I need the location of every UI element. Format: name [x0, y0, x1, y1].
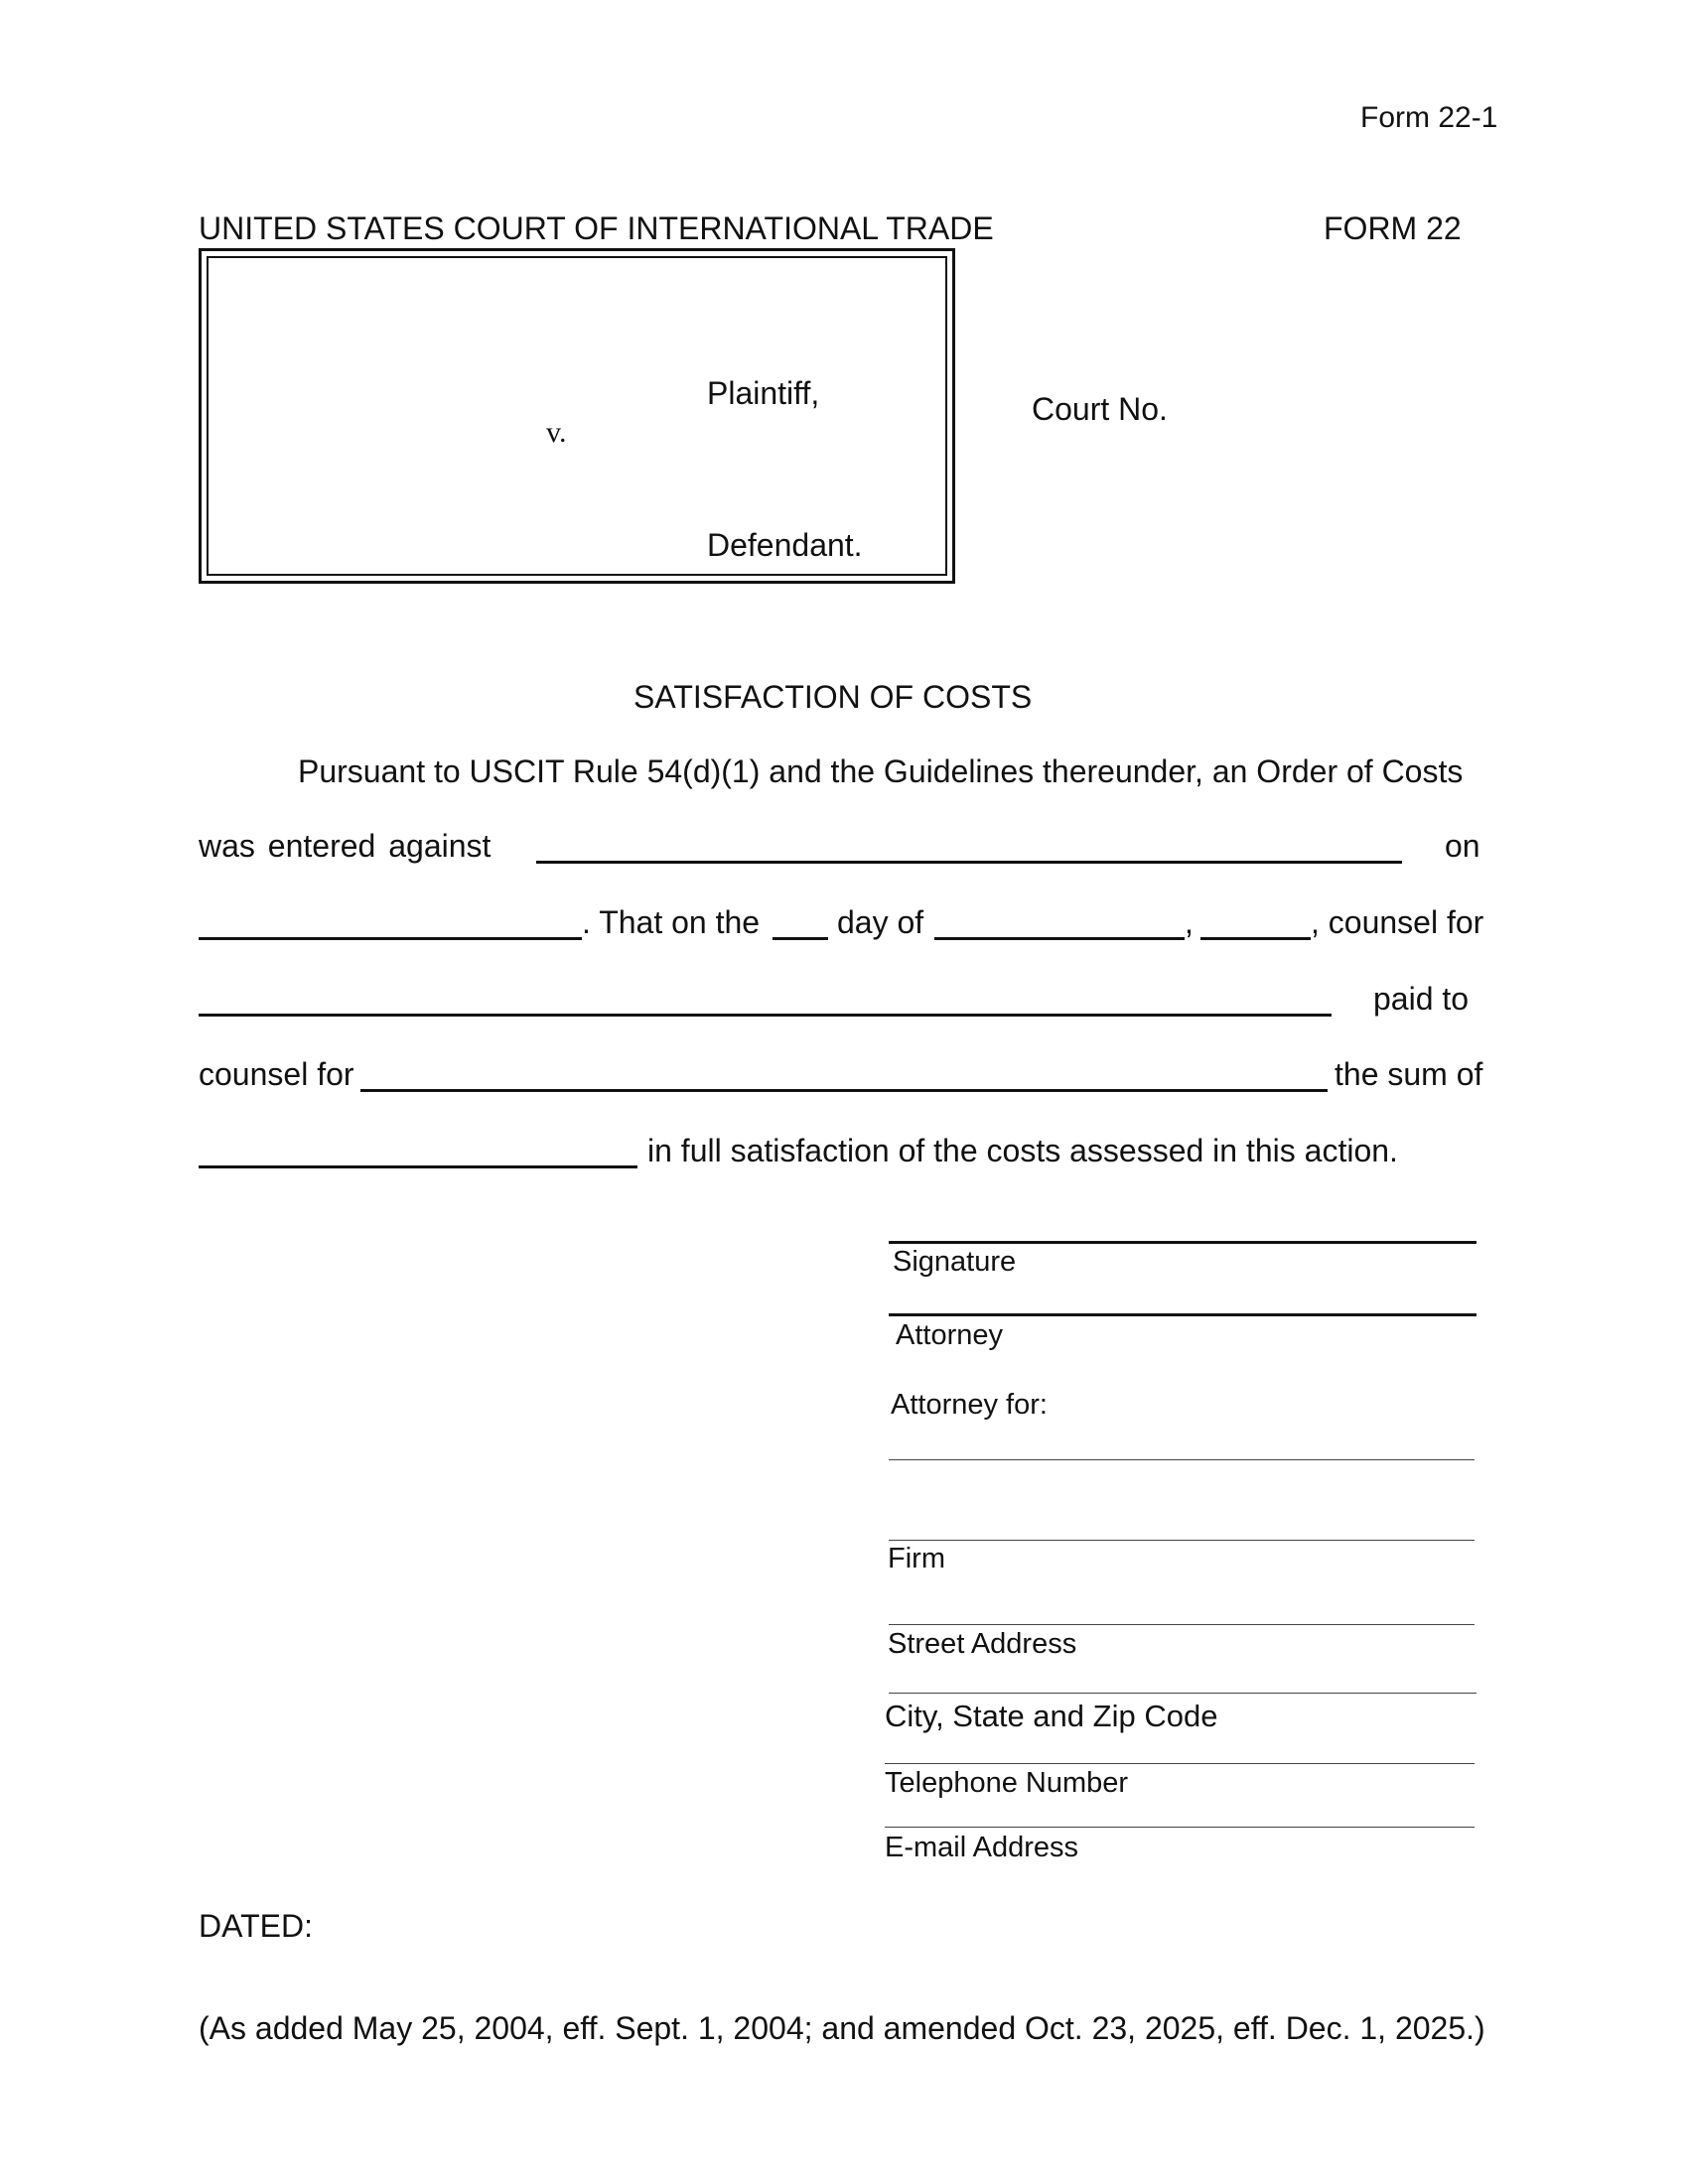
document-title: SATISFACTION OF COSTS: [633, 679, 1033, 715]
form-number: FORM 22: [1324, 210, 1462, 246]
history-note: (As added May 25, 2004, eff. Sept. 1, 2004; and amended Oct. 23, 2025, eff. Dec. 1, 2025.): [199, 2010, 1485, 2046]
on-text: on: [1445, 828, 1480, 864]
attorney-for-label: Attorney for:: [891, 1389, 1048, 1421]
the-sum-of-text: the sum of: [1335, 1056, 1483, 1092]
versus-label: v.: [546, 416, 567, 449]
form-page-number: Form 22-1: [1360, 101, 1498, 134]
plaintiff-label: Plaintiff,: [707, 375, 820, 411]
attorney-line[interactable]: [889, 1313, 1477, 1316]
sum-amount-blank[interactable]: [199, 1165, 637, 1168]
firm-line[interactable]: [889, 1540, 1475, 1541]
court-name-heading: UNITED STATES COURT OF INTERNATIONAL TRADE: [199, 210, 994, 246]
was-entered-against-text: was entered against: [199, 828, 492, 864]
dated-label: DATED:: [199, 1908, 313, 1944]
court-no-label: Court No.: [1032, 391, 1168, 427]
telephone-line[interactable]: [885, 1763, 1475, 1764]
counsel-for-line5-text: counsel for: [199, 1056, 354, 1092]
counsel-for-text: , counsel for: [1311, 904, 1484, 940]
attorney-for-line[interactable]: [889, 1459, 1475, 1460]
body-line-1: Pursuant to USCIT Rule 54(d)(1) and the Guidelines thereunder, an Order of Costs: [298, 753, 1464, 789]
receiving-party-blank[interactable]: [360, 1089, 1328, 1092]
comma-text: ,: [1185, 904, 1194, 940]
signature-label: Signature: [893, 1246, 1017, 1278]
email-line[interactable]: [885, 1827, 1475, 1828]
paying-party-blank[interactable]: [199, 1014, 1332, 1017]
email-label: E-mail Address: [885, 1832, 1079, 1863]
paid-to-text: paid to: [1373, 981, 1470, 1017]
street-address-line[interactable]: [889, 1624, 1475, 1625]
full-satisfaction-text: in full satisfaction of the costs assessed in this action.: [647, 1133, 1398, 1168]
year-blank[interactable]: [1200, 937, 1311, 940]
month-blank[interactable]: [934, 937, 1185, 940]
defendant-label: Defendant.: [707, 527, 863, 563]
party-against-blank[interactable]: [536, 861, 1402, 864]
attorney-label: Attorney: [896, 1319, 1003, 1351]
day-of-text: day of: [837, 904, 924, 940]
day-blank[interactable]: [773, 937, 828, 940]
telephone-label: Telephone Number: [885, 1767, 1129, 1799]
firm-label: Firm: [888, 1543, 945, 1574]
city-state-zip-label: City, State and Zip Code: [885, 1699, 1218, 1733]
signature-line[interactable]: [889, 1241, 1477, 1244]
that-on-the-text: . That on the: [582, 904, 761, 940]
order-date-blank[interactable]: [199, 937, 582, 940]
street-address-label: Street Address: [888, 1628, 1077, 1660]
city-state-zip-line[interactable]: [889, 1693, 1477, 1694]
